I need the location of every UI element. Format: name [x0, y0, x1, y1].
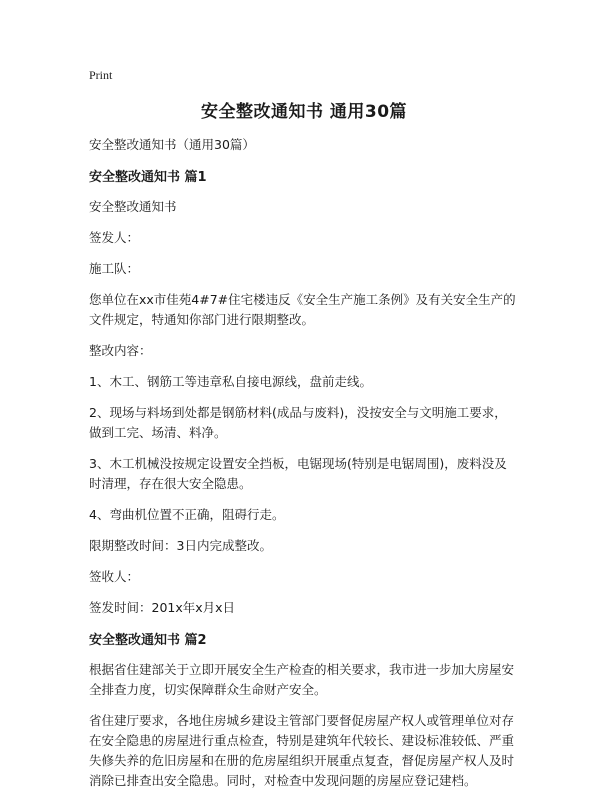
section-1-heading: 安全整改通知书 篇1 — [89, 170, 207, 185]
rectification-item-1: 1、木工、钢筋工等违章私自接电源线，盘前走线。 — [89, 374, 372, 389]
section-2-paragraph-2: 省住建厅要求，各地住房城乡建设主管部门要督促房屋产权人或管理单位对存在安全隐患的房屋进行重点检查，特别是建筑年代较长、建设标准较低、严重失修失养的危旧房屋和在册的危房屋组织开展重点复查，督促房屋产权人及时消除已排查出安全隐患。同时，对检查中发现问题的房屋应登记建档。 — [89, 713, 515, 788]
issuer-line: 签发人： — [89, 230, 140, 245]
notice-title-line: 安全整改通知书 — [89, 199, 177, 214]
rectification-item-3: 3、木工机械没按规定设置安全挡板，电锯现场(特别是电锯周围)，废料没及时清理，存在很大安全隐患。 — [89, 456, 507, 491]
construction-team-line: 施工队： — [89, 261, 140, 276]
deadline-line: 限期整改时间：3日内完成整改。 — [89, 538, 272, 553]
rectification-content-label: 整改内容： — [89, 343, 152, 358]
print-link[interactable]: Print — [89, 68, 113, 82]
notice-body: 您单位在xx市佳苑4#7#住宅楼违反《安全生产施工条例》及有关安全生产的文件规定，特通知你部门进行限期整改。 — [89, 292, 516, 327]
rectification-item-4: 4、弯曲机位置不正确，阻碍行走。 — [89, 507, 285, 522]
recipient-line: 签收人： — [89, 569, 140, 584]
issue-date-line: 签发时间：201x年x月x日 — [89, 600, 236, 615]
rectification-item-2: 2、现场与料场到处都是钢筋材料(成品与废料)，没按安全与文明施工要求，做到工完、场清、料净。 — [89, 405, 507, 440]
section-2-paragraph-1: 根据省住建部关于立即开展安全生产检查的相关要求，我市进一步加大房屋安全排查力度，切实保障群众生命财产安全。 — [89, 662, 515, 697]
document-title: 安全整改通知书 通用30篇 — [200, 102, 408, 122]
section-1 — [89, 166, 519, 618]
document-subtitle: 安全整改通知书（通用30篇） — [89, 137, 255, 152]
document-page — [89, 68, 519, 802]
section-2 — [89, 629, 519, 791]
section-2-heading: 安全整改通知书 篇2 — [89, 633, 207, 648]
